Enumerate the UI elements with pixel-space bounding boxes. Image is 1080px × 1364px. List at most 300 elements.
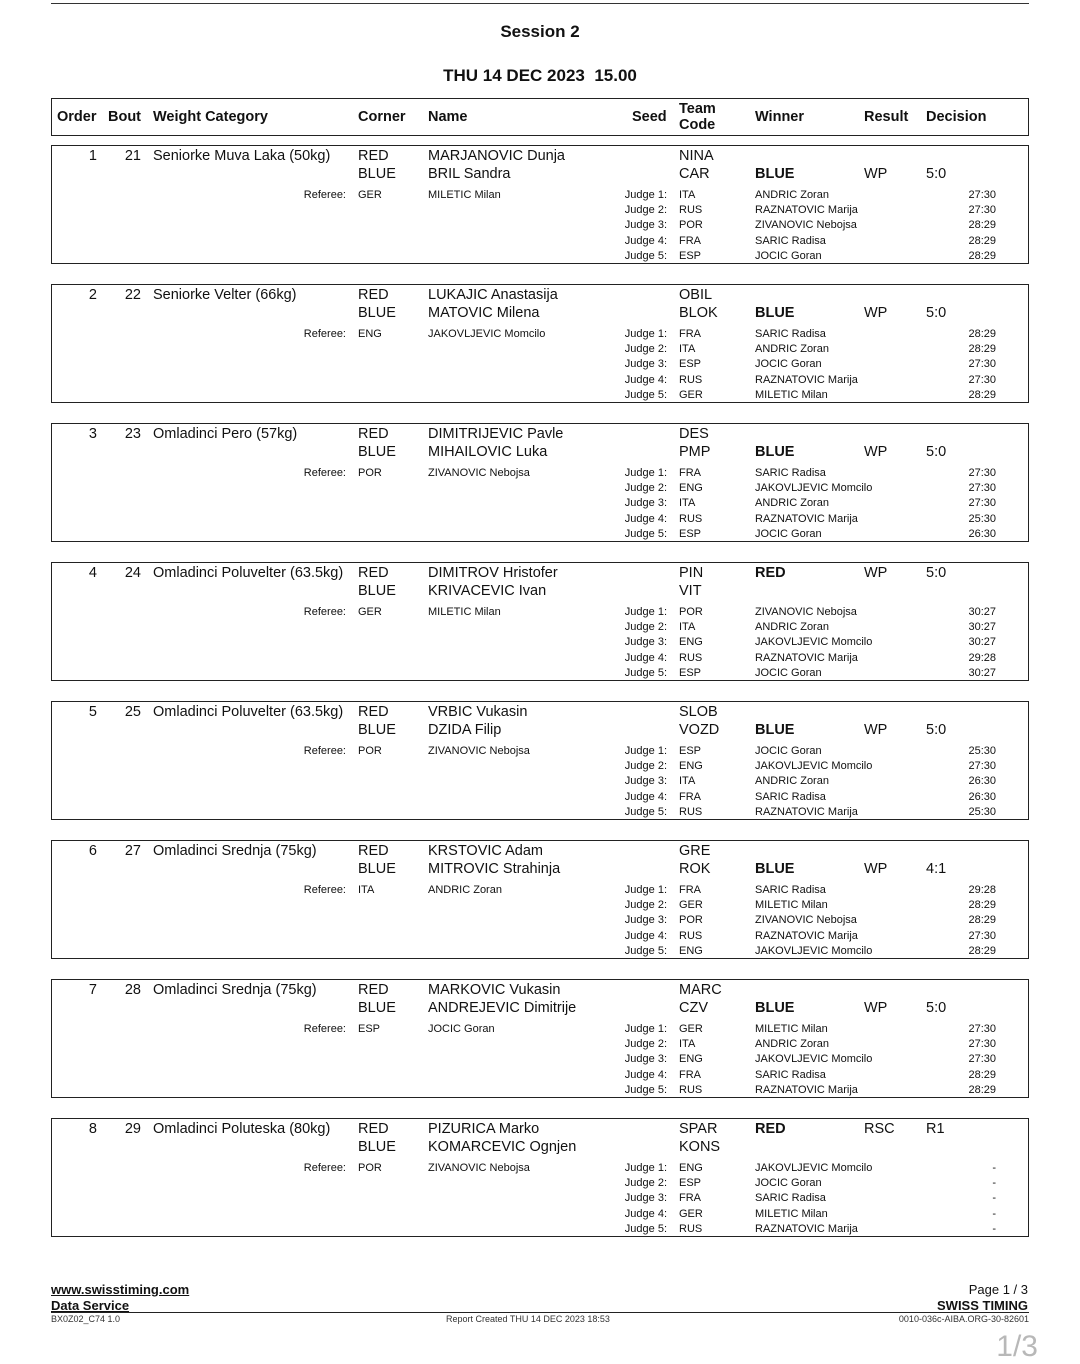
referee-name: ZIVANOVIC Nebojsa	[428, 745, 530, 757]
judge-name: JOCIC Goran	[755, 249, 822, 262]
judge-nat: ITA	[679, 775, 696, 788]
judge-label: Judge 2:	[624, 899, 667, 912]
judge-label: Judge 4:	[624, 373, 667, 386]
judge-nat: ENG	[679, 482, 703, 495]
judge-nat: ENG	[679, 760, 703, 773]
judge-name: MILETIC Milan	[755, 388, 828, 401]
judge-name: RAZNATOVIC Marija	[755, 373, 858, 386]
footer-website: www.swisstiming.com	[51, 1282, 190, 1297]
blue-team-code: CZV	[679, 1000, 708, 1016]
judge-name: ZIVANOVIC Nebojsa	[755, 219, 857, 232]
bout-weight-category: Omladinci Poluteska (80kg)	[153, 1121, 331, 1137]
judge-score: -	[992, 1162, 996, 1174]
blue-boxer-name: MIHAILOVIC Luka	[428, 444, 548, 460]
footer-report-created: Report Created THU 14 DEC 2023 18:53	[446, 1314, 610, 1324]
judge-label: Judge 1:	[624, 606, 667, 618]
blue-corner-label: BLUE	[358, 1139, 396, 1155]
judge-nat: FRA	[679, 1068, 701, 1081]
judge-name: JOCIC Goran	[755, 666, 822, 679]
judge-label: Judge 5:	[624, 1083, 667, 1096]
bout-number: 24	[124, 565, 141, 581]
judge-name: JAKOVLJEVIC Momcilo	[755, 636, 873, 649]
judge-name: RAZNATOVIC Marija	[755, 1222, 858, 1235]
judge-score: 27:30	[968, 358, 996, 371]
col-corner: Corner	[358, 109, 406, 125]
judge-label: Judge 4:	[624, 651, 667, 664]
blue-boxer-name: KRIVACEVIC Ivan	[428, 583, 547, 599]
referee-name: ZIVANOVIC Nebojsa	[428, 1162, 530, 1174]
red-boxer-name: DIMITRIJEVIC Pavle	[428, 426, 564, 442]
footer-rule	[51, 1312, 1029, 1313]
red-corner-label: RED	[358, 287, 389, 303]
decision-value: 5:0	[926, 166, 947, 182]
result-type: RSC	[864, 1121, 895, 1137]
judge-name: ANDRIC Zoran	[755, 1038, 829, 1051]
judge-label: Judge 1:	[624, 1023, 667, 1035]
winner-corner: BLUE	[755, 722, 795, 738]
decision-value: 5:0	[926, 1000, 947, 1016]
bout-number: 23	[124, 426, 141, 442]
judge-score: 28:29	[968, 388, 996, 401]
judge-nat: RUS	[679, 929, 703, 942]
red-corner-label: RED	[358, 982, 389, 998]
judge-nat: RUS	[679, 373, 703, 386]
referee-label: Referee:	[303, 1162, 346, 1174]
referee-nat: POR	[358, 467, 382, 479]
bout-number: 22	[124, 287, 141, 303]
col-decision: Decision	[926, 109, 987, 125]
col-bout: Bout	[108, 109, 142, 125]
red-team-code: SPAR	[679, 1121, 718, 1137]
bout-order: 6	[88, 843, 97, 859]
judge-nat: RUS	[679, 1222, 703, 1235]
footer-right	[937, 1282, 1028, 1314]
blue-boxer-name: MITROVIC Strahinja	[428, 861, 561, 877]
result-type: WP	[864, 166, 888, 182]
referee-label: Referee:	[303, 467, 346, 479]
judge-nat: ESP	[679, 745, 702, 757]
bout-number: 21	[124, 148, 141, 164]
blue-corner-label: BLUE	[358, 305, 396, 321]
red-team-code: MARC	[679, 982, 722, 998]
judge-nat: FRA	[679, 467, 701, 479]
judge-score: 30:27	[968, 666, 996, 679]
referee-nat: POR	[358, 745, 382, 757]
judge-nat: GER	[679, 899, 703, 912]
judge-score: -	[992, 1222, 996, 1235]
blue-corner-label: BLUE	[358, 861, 396, 877]
judge-name: MILETIC Milan	[755, 1023, 828, 1035]
winner-corner: RED	[755, 1121, 786, 1137]
judge-score: -	[992, 1192, 996, 1205]
red-team-code: GRE	[679, 843, 711, 859]
judge-label: Judge 4:	[624, 1207, 667, 1220]
judge-label: Judge 5:	[624, 1222, 667, 1235]
blue-boxer-name: MATOVIC Milena	[428, 305, 540, 321]
judge-nat: ITA	[679, 621, 696, 634]
judge-name: RAZNATOVIC Marija	[755, 1083, 858, 1096]
red-boxer-name: PIZURICA Marko	[428, 1121, 540, 1137]
judge-nat: ITA	[679, 1038, 696, 1051]
winner-corner: BLUE	[755, 1000, 795, 1016]
judge-label: Judge 3:	[624, 914, 667, 927]
decision-value: 5:0	[926, 565, 947, 581]
judge-name: JAKOVLJEVIC Momcilo	[755, 1162, 873, 1174]
judge-name: ANDRIC Zoran	[755, 497, 829, 510]
referee-label: Referee:	[303, 884, 346, 896]
judge-name: JOCIC Goran	[755, 527, 822, 540]
blue-team-code: CAR	[679, 166, 710, 182]
judge-score: 28:29	[968, 343, 996, 356]
winner-corner: RED	[755, 565, 786, 581]
judge-score: 30:27	[968, 606, 996, 618]
judge-name: MILETIC Milan	[755, 899, 828, 912]
referee-nat: POR	[358, 1162, 382, 1174]
decision-value: 5:0	[926, 305, 947, 321]
referee-label: Referee:	[303, 745, 346, 757]
top-rule	[51, 3, 1029, 4]
footer-code-right: 0010-036c-AIBA.ORG-30-82601	[898, 1314, 1029, 1324]
col-order: Order	[57, 109, 97, 125]
footer-code-left: BX0Z02_C74 1.0	[51, 1314, 121, 1324]
judge-nat: ENG	[679, 944, 703, 957]
red-team-code: DES	[679, 426, 709, 442]
judge-name: RAZNATOVIC Marija	[755, 204, 858, 217]
judge-label: Judge 2:	[624, 621, 667, 634]
judge-label: Judge 3:	[624, 358, 667, 371]
judge-name: SARIC Radisa	[755, 790, 826, 803]
red-corner-label: RED	[358, 148, 389, 164]
judge-score: 29:28	[968, 884, 996, 896]
referee-label: Referee:	[303, 606, 346, 618]
result-type: WP	[864, 305, 888, 321]
judge-label: Judge 2:	[624, 343, 667, 356]
referee-nat: GER	[358, 606, 382, 618]
footer-brand: SWISS TIMING	[937, 1298, 1028, 1313]
judge-score: 26:30	[968, 775, 996, 788]
judge-nat: RUS	[679, 1083, 703, 1096]
bout-order: 3	[88, 426, 97, 442]
judge-label: Judge 1:	[624, 884, 667, 896]
judge-nat: POR	[679, 219, 703, 232]
judge-label: Judge 2:	[624, 760, 667, 773]
col-weight-category: Weight Category	[153, 109, 268, 125]
judge-score: 27:30	[968, 1038, 996, 1051]
judge-name: ZIVANOVIC Nebojsa	[755, 606, 857, 618]
judge-score: 29:28	[968, 651, 996, 664]
session-datetime	[0, 66, 1080, 86]
judge-nat: ESP	[679, 666, 702, 679]
judge-name: ANDRIC Zoran	[755, 189, 829, 201]
judge-name: JAKOVLJEVIC Momcilo	[755, 760, 873, 773]
judge-name: ANDRIC Zoran	[755, 343, 829, 356]
decision-value: 5:0	[926, 722, 947, 738]
judge-nat: RUS	[679, 204, 703, 217]
red-boxer-name: MARJANOVIC Dunja	[428, 148, 565, 164]
judge-name: RAZNATOVIC Marija	[755, 805, 858, 818]
judge-score: 30:27	[968, 621, 996, 634]
winner-corner: BLUE	[755, 444, 795, 460]
red-team-code: PIN	[679, 565, 704, 581]
judge-label: Judge 5:	[624, 249, 667, 262]
col-name: Name	[428, 109, 468, 125]
blue-team-code: VIT	[679, 583, 702, 599]
judge-label: Judge 1:	[624, 328, 667, 340]
col-result: Result	[864, 109, 909, 125]
red-team-code: NINA	[679, 148, 714, 164]
bout-order: 1	[88, 148, 97, 164]
winner-corner: BLUE	[755, 166, 795, 182]
judge-nat: FRA	[679, 884, 701, 896]
referee-name: ZIVANOVIC Nebojsa	[428, 467, 530, 479]
bout-block	[51, 840, 1029, 959]
blue-corner-label: BLUE	[358, 583, 396, 599]
blue-team-code: KONS	[679, 1139, 721, 1155]
judge-score: 28:29	[968, 249, 996, 262]
red-team-code: OBIL	[679, 287, 713, 303]
judge-nat: POR	[679, 914, 703, 927]
referee-nat: GER	[358, 189, 382, 201]
referee-label: Referee:	[303, 328, 346, 340]
judge-score: 28:29	[968, 914, 996, 927]
col-team-line2: Code	[679, 117, 716, 133]
datetime-text: THU 14 DEC 2023 15.00	[443, 66, 637, 85]
judge-score: 27:30	[968, 929, 996, 942]
judge-score: 26:30	[968, 790, 996, 803]
bout-block	[51, 979, 1029, 1098]
bout-block	[51, 284, 1029, 403]
judge-nat: ENG	[679, 1053, 703, 1066]
red-boxer-name: DIMITROV Hristofer	[428, 565, 558, 581]
judge-nat: ITA	[679, 497, 696, 510]
judge-nat: GER	[679, 388, 703, 401]
red-corner-label: RED	[358, 843, 389, 859]
judge-name: MILETIC Milan	[755, 1207, 828, 1220]
judge-label: Judge 2:	[624, 1038, 667, 1051]
referee-name: MILETIC Milan	[428, 606, 501, 618]
judge-name: SARIC Radisa	[755, 467, 826, 479]
judge-label: Judge 3:	[624, 497, 667, 510]
judge-nat: RUS	[679, 805, 703, 818]
judge-score: 27:30	[968, 373, 996, 386]
judge-score: 28:29	[968, 1068, 996, 1081]
judge-label: Judge 1:	[624, 1162, 667, 1174]
judge-score: 27:30	[968, 1023, 996, 1035]
red-boxer-name: LUKAJIC Anastasija	[428, 287, 558, 303]
red-corner-label: RED	[358, 704, 389, 720]
judge-nat: ITA	[679, 343, 696, 356]
bout-block	[51, 701, 1029, 820]
bout-weight-category: Omladinci Srednja (75kg)	[153, 843, 317, 859]
judge-label: Judge 3:	[624, 636, 667, 649]
winner-corner: BLUE	[755, 861, 795, 877]
judge-label: Judge 1:	[624, 745, 667, 757]
judge-label: Judge 3:	[624, 775, 667, 788]
result-type: WP	[864, 1000, 888, 1016]
bout-order: 2	[88, 287, 97, 303]
bout-weight-category: Omladinci Pero (57kg)	[153, 426, 298, 442]
judge-name: ANDRIC Zoran	[755, 621, 829, 634]
blue-corner-label: BLUE	[358, 166, 396, 182]
bout-number: 25	[124, 704, 141, 720]
bout-weight-category: Seniorke Velter (66kg)	[153, 287, 297, 303]
judge-score: 26:30	[968, 527, 996, 540]
judge-score: 27:30	[968, 760, 996, 773]
footer-left	[51, 1282, 189, 1314]
referee-label: Referee:	[303, 1023, 346, 1035]
referee-nat: ITA	[358, 884, 375, 896]
judge-name: SARIC Radisa	[755, 328, 826, 340]
judge-score: 27:30	[968, 497, 996, 510]
judge-name: JAKOVLJEVIC Momcilo	[755, 1053, 873, 1066]
page-indicator: 1/3	[996, 1330, 1038, 1363]
red-corner-label: RED	[358, 426, 389, 442]
blue-corner-label: BLUE	[358, 1000, 396, 1016]
bout-block	[51, 423, 1029, 542]
blue-boxer-name: ANDREJEVIC Dimitrije	[428, 1000, 577, 1016]
judge-nat: FRA	[679, 790, 701, 803]
referee-nat: ENG	[358, 328, 382, 340]
judge-name: SARIC Radisa	[755, 1192, 826, 1205]
judge-label: Judge 3:	[624, 219, 667, 232]
column-header-row	[51, 98, 1029, 136]
judge-label: Judge 2:	[624, 1177, 667, 1190]
bout-order: 4	[88, 565, 97, 581]
judge-name: RAZNATOVIC Marija	[755, 929, 858, 942]
judge-nat: GER	[679, 1023, 703, 1035]
referee-name: JOCIC Goran	[428, 1023, 495, 1035]
judge-label: Judge 3:	[624, 1192, 667, 1205]
red-boxer-name: KRSTOVIC Adam	[428, 843, 543, 859]
judge-nat: RUS	[679, 651, 703, 664]
bout-order: 7	[88, 982, 97, 998]
judge-nat: FRA	[679, 234, 701, 247]
judge-label: Judge 2:	[624, 204, 667, 217]
judge-name: JOCIC Goran	[755, 745, 822, 757]
judge-score: 27:30	[968, 467, 996, 479]
judge-nat: ITA	[679, 189, 696, 201]
judge-label: Judge 4:	[624, 234, 667, 247]
judge-score: 28:29	[968, 944, 996, 957]
judge-score: 27:30	[968, 204, 996, 217]
blue-boxer-name: DZIDA Filip	[428, 722, 502, 738]
judge-name: ANDRIC Zoran	[755, 775, 829, 788]
judge-label: Judge 5:	[624, 388, 667, 401]
judge-label: Judge 5:	[624, 805, 667, 818]
judge-score: 28:29	[968, 219, 996, 232]
referee-label: Referee:	[303, 189, 346, 201]
bout-block	[51, 1118, 1029, 1237]
judge-nat: ESP	[679, 358, 702, 371]
bout-number: 29	[124, 1121, 141, 1137]
judge-name: ZIVANOVIC Nebojsa	[755, 914, 857, 927]
col-seed: Seed	[632, 109, 667, 125]
footer-page: Page 1 / 3	[968, 1282, 1028, 1297]
judge-name: SARIC Radisa	[755, 884, 826, 896]
bout-order: 8	[88, 1121, 97, 1137]
judge-label: Judge 4:	[624, 929, 667, 942]
judge-nat: ESP	[679, 527, 702, 540]
judge-score: 28:29	[968, 899, 996, 912]
judge-nat: GER	[679, 1207, 703, 1220]
bout-block	[51, 145, 1029, 264]
blue-team-code: VOZD	[679, 722, 720, 738]
judge-name: JOCIC Goran	[755, 358, 822, 371]
judge-name: RAZNATOVIC Marija	[755, 651, 858, 664]
winner-corner: BLUE	[755, 305, 795, 321]
judge-score: 28:29	[968, 328, 996, 340]
judge-label: Judge 5:	[624, 666, 667, 679]
red-team-code: SLOB	[679, 704, 718, 720]
referee-name: ANDRIC Zoran	[428, 884, 502, 896]
judge-nat: ESP	[679, 1177, 702, 1190]
red-corner-label: RED	[358, 565, 389, 581]
judge-label: Judge 4:	[624, 512, 667, 525]
col-team-line1: Team	[679, 101, 716, 117]
judge-score: 25:30	[968, 745, 996, 757]
session-title: Session 2	[500, 22, 580, 41]
referee-nat: ESP	[358, 1023, 381, 1035]
bout-weight-category: Seniorke Muva Laka (50kg)	[153, 148, 331, 164]
judge-name: SARIC Radisa	[755, 234, 826, 247]
judge-label: Judge 1:	[624, 189, 667, 201]
bout-weight-category: Omladinci Srednja (75kg)	[153, 982, 317, 998]
referee-name: JAKOVLJEVIC Momcilo	[428, 328, 546, 340]
judge-score: 25:30	[968, 512, 996, 525]
result-type: WP	[864, 722, 888, 738]
footer-service: Data Service	[51, 1298, 130, 1313]
red-boxer-name: VRBIC Vukasin	[428, 704, 528, 720]
blue-boxer-name: KOMARCEVIC Ognjen	[428, 1139, 577, 1155]
blue-boxer-name: BRIL Sandra	[428, 166, 511, 182]
bout-block	[51, 562, 1029, 681]
judge-score: 28:29	[968, 234, 996, 247]
judge-score: 30:27	[968, 636, 996, 649]
red-boxer-name: MARKOVIC Vukasin	[428, 982, 561, 998]
bout-number: 28	[124, 982, 141, 998]
judge-score: 27:30	[968, 482, 996, 495]
bout-order: 5	[88, 704, 97, 720]
col-winner: Winner	[755, 109, 805, 125]
decision-value: 4:1	[926, 861, 947, 877]
blue-corner-label: BLUE	[358, 444, 396, 460]
judge-name: RAZNATOVIC Marija	[755, 512, 858, 525]
judge-label: Judge 5:	[624, 527, 667, 540]
judge-nat: RUS	[679, 512, 703, 525]
judge-nat: POR	[679, 606, 703, 618]
blue-team-code: ROK	[679, 861, 711, 877]
judge-score: -	[992, 1207, 996, 1220]
judge-label: Judge 4:	[624, 790, 667, 803]
referee-name: MILETIC Milan	[428, 189, 501, 201]
judge-nat: ESP	[679, 249, 702, 262]
judge-name: SARIC Radisa	[755, 1068, 826, 1081]
judge-label: Judge 4:	[624, 1068, 667, 1081]
bout-weight-category: Omladinci Poluvelter (63.5kg)	[153, 565, 344, 581]
judge-nat: ENG	[679, 636, 703, 649]
judge-label: Judge 5:	[624, 944, 667, 957]
blue-corner-label: BLUE	[358, 722, 396, 738]
bout-number: 27	[124, 843, 141, 859]
decision-value: 5:0	[926, 444, 947, 460]
judge-name: JOCIC Goran	[755, 1177, 822, 1190]
judge-nat: FRA	[679, 328, 701, 340]
result-type: WP	[864, 861, 888, 877]
bout-weight-category: Omladinci Poluvelter (63.5kg)	[153, 704, 344, 720]
judge-score: 28:29	[968, 1083, 996, 1096]
result-type: WP	[864, 565, 888, 581]
judge-name: JAKOVLJEVIC Momcilo	[755, 482, 873, 495]
